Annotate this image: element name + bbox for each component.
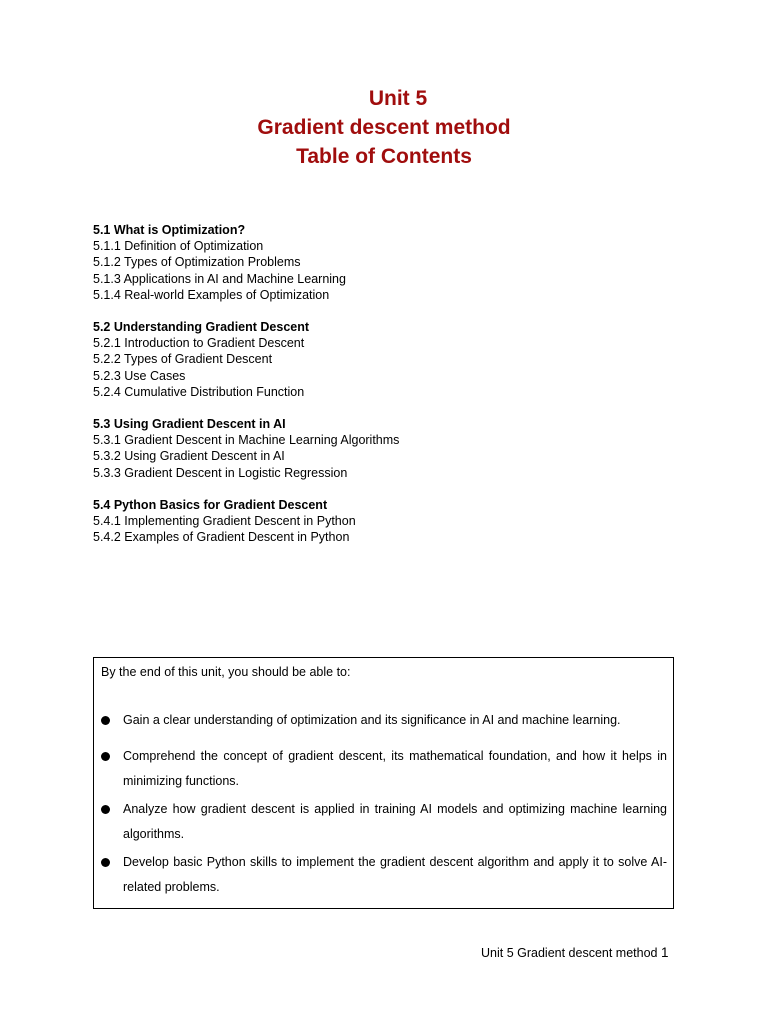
unit-title: Gradient descent method xyxy=(257,116,511,139)
toc-title: Table of Contents xyxy=(296,145,472,168)
toc-item: 5.3.1 Gradient Descent in Machine Learning Algorithms xyxy=(93,433,400,448)
toc-item: 5.2.2 Types of Gradient Descent xyxy=(93,352,273,367)
toc-section-heading: 5.2 Understanding Gradient Descent xyxy=(93,320,310,335)
objective-text: Comprehend the concept of gradient descent, its mathematical foundation, and how it helps in minimizing functions. xyxy=(123,748,667,788)
page-number: 1 xyxy=(660,945,669,960)
toc-section xyxy=(93,319,399,400)
objective-text: Analyze how gradient descent is applied in training AI models and optimizing machine learning algorithms. xyxy=(123,801,667,841)
toc-section xyxy=(93,497,399,546)
toc-item: 5.1.2 Types of Optimization Problems xyxy=(93,255,301,270)
toc-section-heading: 5.4 Python Basics for Gradient Descent xyxy=(93,497,328,512)
objective-text: Gain a clear understanding of optimization and its significance in AI and machine learning. xyxy=(123,713,621,727)
objective-item xyxy=(94,850,673,901)
toc-item: 5.1.1 Definition of Optimization xyxy=(93,239,264,254)
toc-section-heading: 5.1 What is Optimization? xyxy=(93,223,246,237)
toc-item: 5.1.3 Applications in AI and Machine Learning xyxy=(93,271,346,286)
objectives-list xyxy=(94,708,673,903)
toc-section-heading: 5.3 Using Gradient Descent in AI xyxy=(93,417,286,432)
objective-item xyxy=(94,797,673,848)
objective-item xyxy=(94,708,673,734)
bullet-icon xyxy=(101,858,110,867)
bullet-icon xyxy=(101,805,110,814)
objective-text: Develop basic Python skills to implement the gradient descent algorithm and apply it to solve AI-related problems. xyxy=(123,854,667,894)
toc-item: 5.2.4 Cumulative Distribution Function xyxy=(93,384,305,399)
bullet-icon xyxy=(101,752,110,761)
toc-item: 5.4.1 Implementing Gradient Descent in Python xyxy=(93,514,356,529)
toc-item: 5.2.1 Introduction to Gradient Descent xyxy=(93,336,305,351)
toc-item: 5.1.4 Real-world Examples of Optimization xyxy=(93,287,330,302)
toc-item: 5.3.2 Using Gradient Descent in AI xyxy=(93,449,285,464)
table-of-contents xyxy=(93,222,399,561)
toc-item: 5.4.2 Examples of Gradient Descent in Python xyxy=(93,530,350,545)
page-title xyxy=(0,84,768,171)
unit-number: Unit 5 xyxy=(368,87,428,110)
page-footer xyxy=(481,945,669,960)
toc-section xyxy=(93,416,399,481)
objective-item xyxy=(94,744,673,795)
footer-text: Unit 5 Gradient descent method xyxy=(481,946,658,960)
objectives-intro: By the end of this unit, you should be able to: xyxy=(101,665,351,679)
bullet-icon xyxy=(101,716,110,725)
toc-section xyxy=(93,222,399,303)
toc-item: 5.2.3 Use Cases xyxy=(93,368,186,383)
learning-objectives-box xyxy=(93,657,674,909)
toc-item: 5.3.3 Gradient Descent in Logistic Regression xyxy=(93,465,348,480)
